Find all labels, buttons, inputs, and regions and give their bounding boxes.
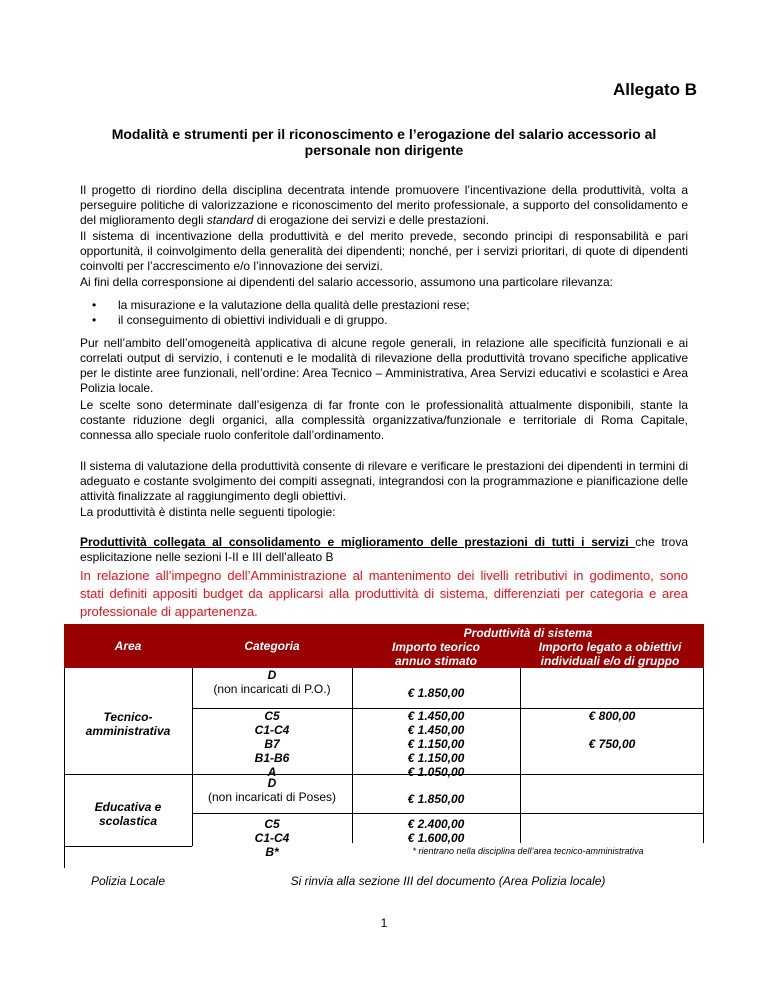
list-item: [80, 298, 470, 313]
category-cell: C5: [264, 709, 280, 723]
paragraph-intro: [80, 183, 688, 228]
category-cell: A: [267, 765, 277, 779]
row-divider: [192, 813, 704, 814]
category-d: [192, 668, 352, 696]
category-d2-code: D: [267, 776, 277, 790]
paragraph-budget-note: In relazione all’impegno dell’Amministrazione al mantenimento dei livelli retributivi in godimento, sono stati definiti appositi budget da applicarsi alla produttività di sistema, differenziati per categoria e area professionale di appartenenza.: [80, 568, 688, 619]
category-cell: B7: [264, 737, 280, 751]
header-importo-legato-line-1: Importo legato a obiettivi: [538, 640, 682, 654]
amount-cell: € 1.050,00: [407, 765, 465, 779]
paragraph-choices: Le scelte sono determinate dall’esigenza di far fronte con le professionalità attualmente disponibili, stante la costante riduzione degli organici, alla complessità organizzativa/funzionale e territoriale di Roma Capitale, connessa allo speciale ruolo conferitole dall’ordinamento.: [80, 398, 688, 442]
amount-cell: € 2.400,00: [407, 817, 465, 831]
bullet-icon: •: [92, 313, 97, 327]
table-left-border: [64, 668, 65, 868]
header-importo-teorico: [352, 640, 520, 668]
page-number: 1: [380, 916, 388, 930]
header-area: Area: [114, 639, 142, 653]
list-item-text: il conseguimento di obiettivi individuali e di gruppo.: [118, 313, 388, 327]
category-cell: B1-B6: [254, 751, 290, 765]
header-produttivita: Produttività di sistema: [463, 626, 593, 640]
amount-cell: € 1.150,00: [407, 737, 465, 751]
area-divider: [64, 846, 192, 847]
area-polizia-locale: Polizia Locale: [90, 874, 166, 888]
area-educativa-scolastica: [64, 800, 192, 828]
area-educativa-line-2: scolastica: [98, 814, 158, 828]
paragraph-relevance: Ai fini della corresponsione ai dipendenti del salario accessorio, assumono una particolare rilevanza:: [80, 275, 613, 289]
area-educativa-line-1: Educativa e: [94, 800, 162, 814]
table-right-border: [703, 668, 704, 843]
area-divider: [64, 774, 192, 775]
relevance-list: [80, 298, 470, 328]
bullet-icon: •: [92, 298, 97, 312]
amount-cell: € 1.450,00: [407, 709, 465, 723]
paragraph-intro-text-b: di erogazione dei servizi e delle prestazioni.: [253, 213, 489, 227]
category-d-note: (non incaricati di P.O.): [213, 682, 331, 696]
table-importo-divider: [520, 668, 521, 843]
list-item-text: la misurazione e la valutazione della qualità delle prestazioni rese;: [118, 298, 470, 312]
header-importo-teorico-line-1: Importo teorico: [391, 640, 480, 654]
category-list-educativa: [192, 817, 352, 859]
productivity-type-title: Produttività collegata al consolidamento e miglioramento delle prestazioni di tutti i servizi: [80, 535, 636, 549]
paragraph-functional-areas: Pur nell’ambito dell’omogeneità applicativa di alcune regole generali, in relazione alle specificità funzionali e ai correlati output di servizio, i contenuti e le modalità di rilevazione della produttività trovano specifiche applicative per le distinte aree funzionali, nell’ordine: Area Tecnico – Amministrativa, Area Servizi educativi e scolastici e Area Polizia locale.: [80, 336, 688, 395]
heading-line-1: Modalità e strumenti per il riconoscimento e l’erogazione del salario accessorio al: [111, 126, 657, 142]
paragraph-intro-text-a: Il progetto di riordino della disciplina decentrata intende promuovere l’incentivazione della produttività, volta a perseguire politiche di valorizzazione e riconoscimento del merito professionale, a supporto del consolidamento e del miglioramento degli: [80, 183, 688, 227]
amount-list-educativa: [352, 817, 520, 845]
area-tecnico-amministrativa: [64, 710, 192, 738]
category-cell: C1-C4: [254, 723, 290, 737]
area-tecnico-line-2: amministrativa: [85, 724, 171, 738]
paragraph-incentive-system: Il sistema di incentivazione della produttività e del merito prevede, secondo principi di responsabilità e pari opportunità, il coinvolgimento della generalità dei dipendenti; nonché, per i servizi prioritari, di quote di dipendenti coinvolti per l’accrescimento e/o l’innovazione dei servizi.: [80, 229, 688, 273]
heading-line-2: personale non dirigente: [304, 142, 464, 158]
header-categoria: Categoria: [244, 639, 300, 653]
category-d2-note: (non incaricati di Poses): [207, 790, 337, 804]
category-cell: C1-C4: [254, 831, 290, 845]
paragraph-consolidation: [80, 535, 688, 565]
amount-cell: € 1.450,00: [407, 723, 465, 737]
list-item: [80, 313, 470, 328]
table-footnote: * rientrano nella disciplina dell’area tecnico-amministrativa: [412, 846, 644, 856]
document-heading: [80, 126, 688, 158]
amount-d: € 1.850,00: [407, 686, 465, 700]
paragraph-evaluation: Il sistema di valutazione della produttività consente di rilevare e verificare le prestazioni dei dipendenti in termini di adeguato e costante svolgimento dei compiti assegnati, integrandosi con la programmazione e pianificazione delle attività finalizzate al raggiungimento degli obiettivi.: [80, 459, 688, 503]
productivity-type-text: che trova esplicitazione nelle sezioni I-II e III dell’alleato B: [80, 535, 688, 564]
linked-amount-b7: € 750,00: [588, 737, 636, 751]
category-cell: C5: [264, 817, 280, 831]
amount-cell: € 1.600,00: [407, 831, 465, 845]
productivity-table: [64, 624, 704, 888]
area-tecnico-line-1: Tecnico-: [103, 710, 153, 724]
category-list-tecnico: [192, 709, 352, 779]
linked-amount-c5: € 800,00: [588, 709, 636, 723]
category-cell: B*: [265, 845, 279, 859]
amount-cell: € 1.150,00: [407, 751, 465, 765]
header-importo-teorico-line-2: annuo stimato: [394, 654, 477, 668]
annex-title: Allegato B: [612, 80, 697, 99]
amount-list-tecnico: [352, 709, 520, 779]
amount-d-educativa: € 1.850,00: [407, 792, 465, 806]
polizia-reference: Si rinvia alla sezione III del documento (Area Polizia locale): [290, 874, 606, 888]
paragraph-intro-emphasis: standard: [206, 213, 254, 227]
category-d-code: D: [267, 668, 277, 682]
category-d-educativa: [192, 776, 352, 804]
header-importo-legato-line-2: individuali e/o di gruppo: [540, 654, 680, 668]
header-importo-legato: [514, 640, 706, 668]
paragraph-productivity-types: La produttività è distinta nelle seguenti tipologie:: [80, 505, 336, 519]
